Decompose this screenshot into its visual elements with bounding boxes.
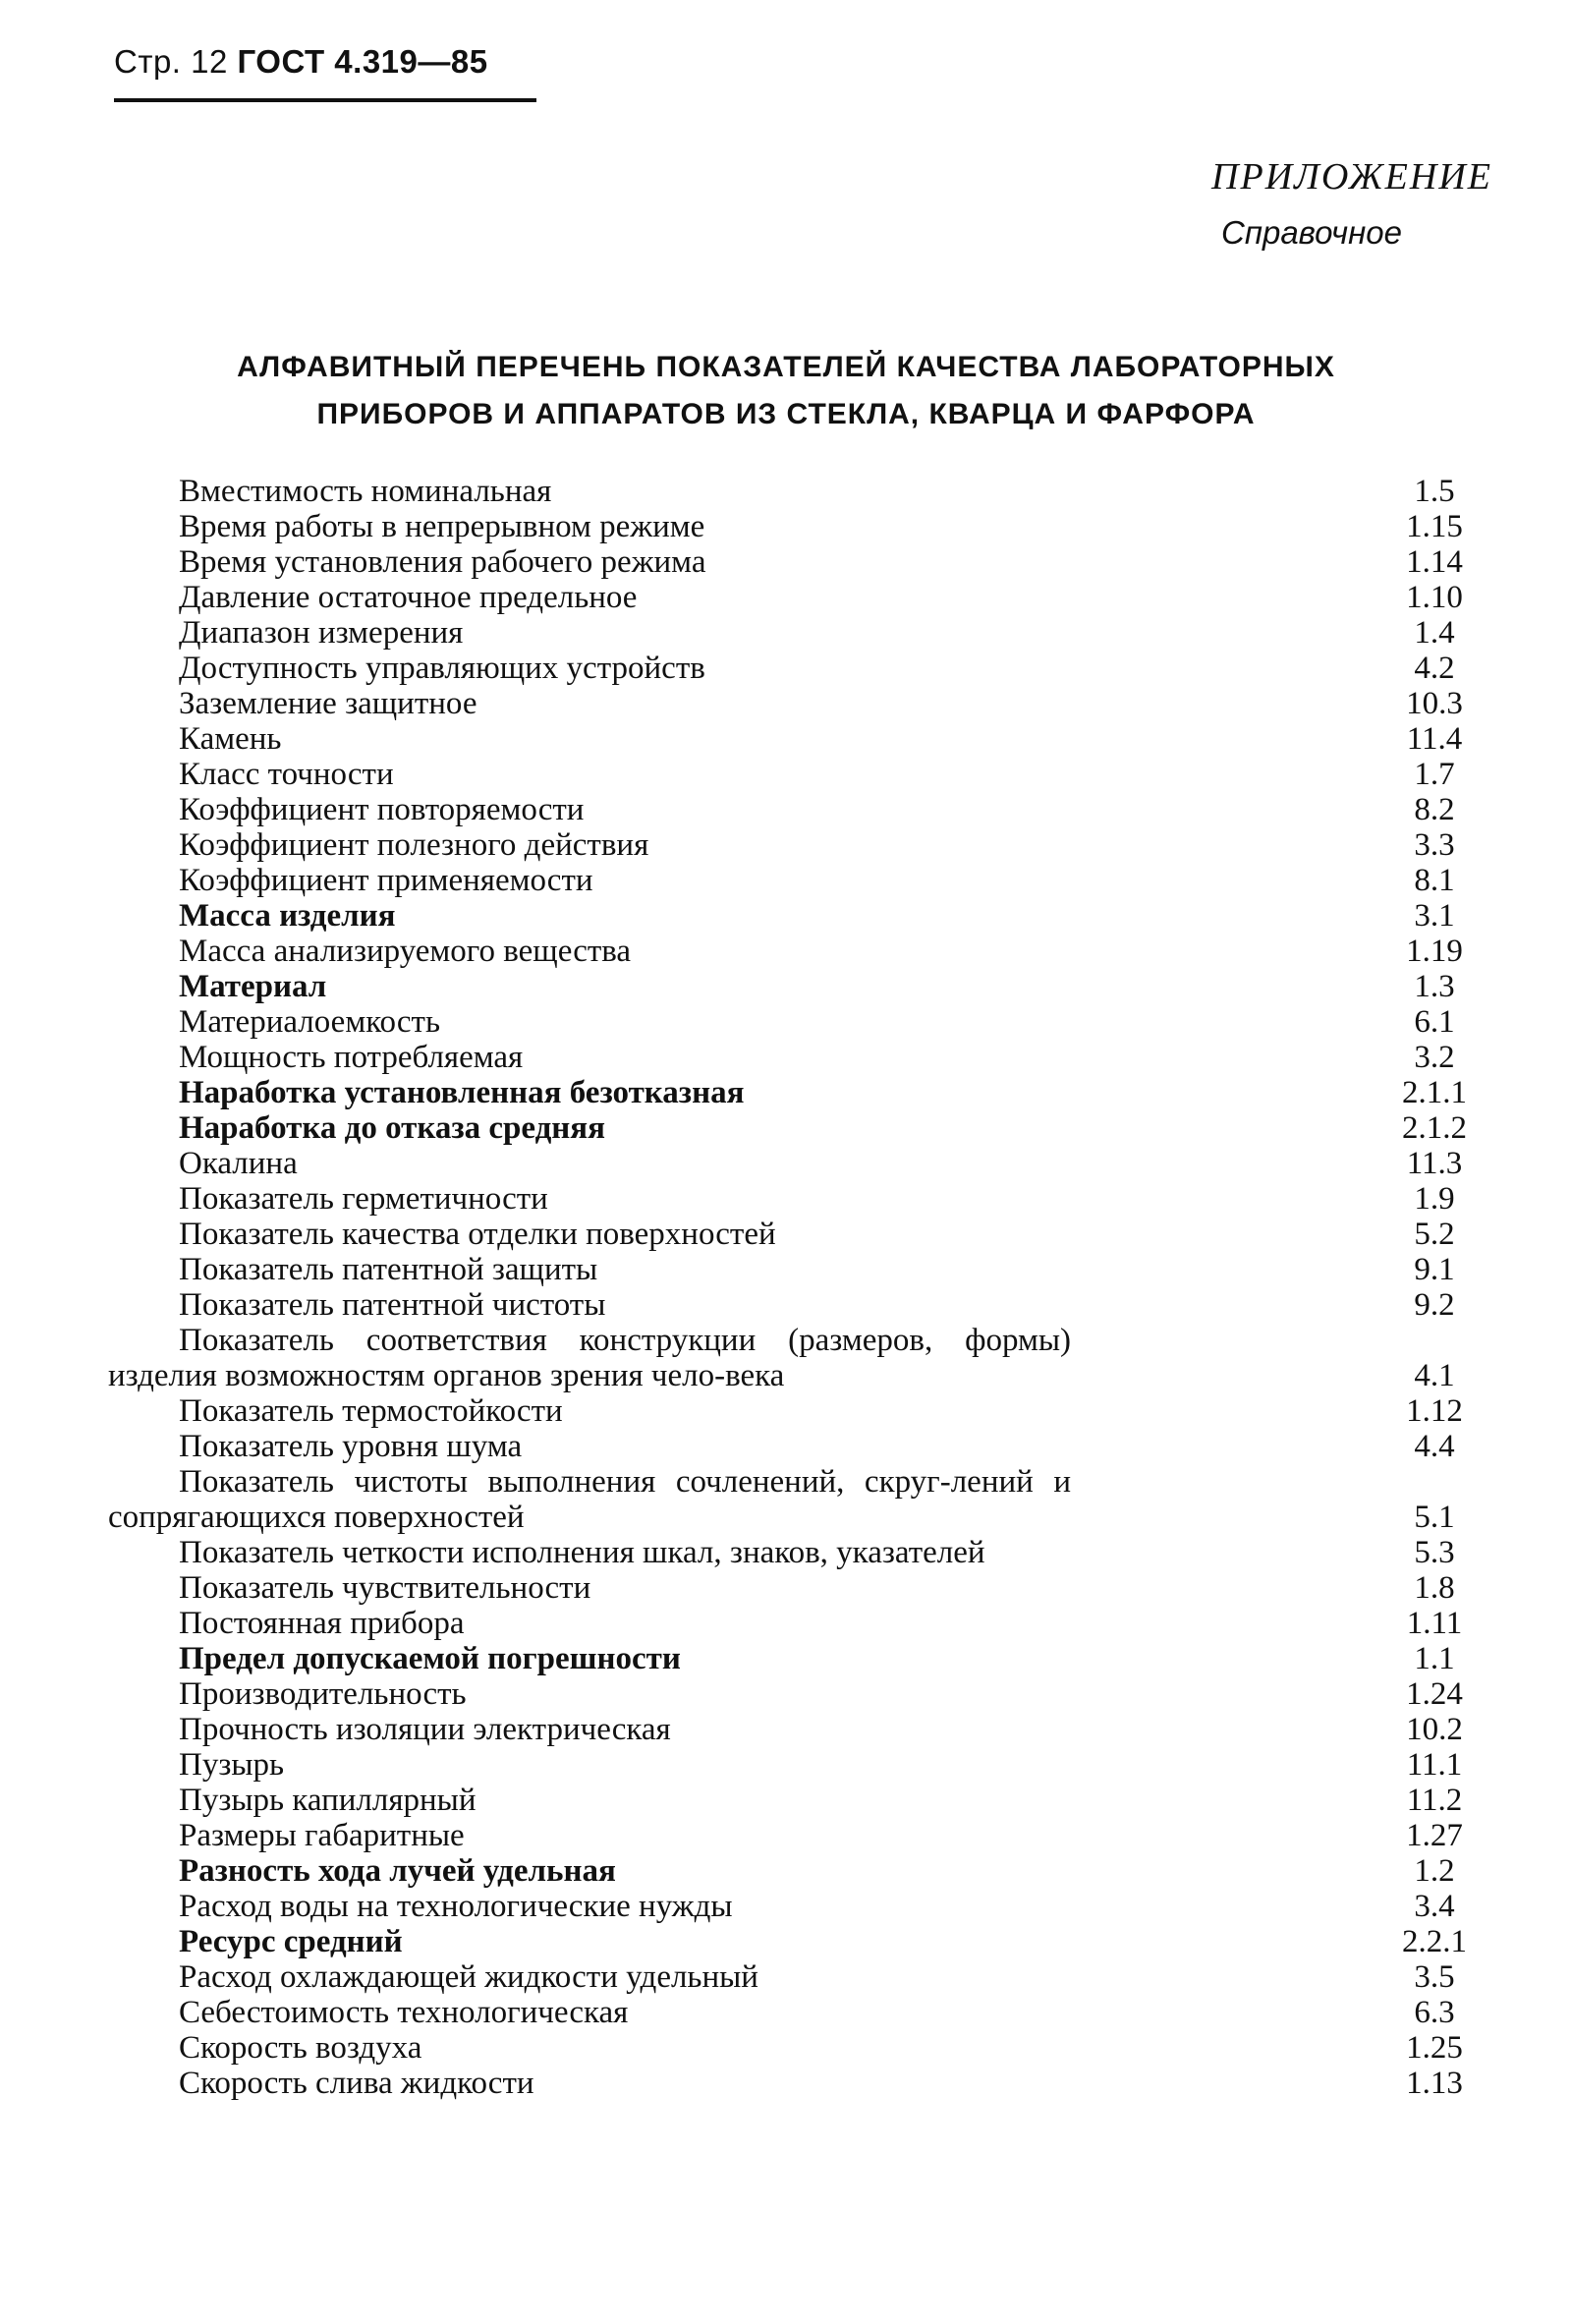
index-term: Прочность изоляции электрическая — [179, 1712, 671, 1747]
index-reference: 9.1 — [1414, 1252, 1455, 1287]
index-reference: 8.2 — [1414, 792, 1455, 827]
index-entry — [108, 580, 1503, 615]
index-term: Вместимость номинальная — [179, 474, 552, 509]
index-term: Показатель патентной защиты — [179, 1252, 598, 1287]
index-reference: 3.1 — [1414, 898, 1455, 934]
index-term: Расход охлаждающей жидкости удельный — [179, 1959, 758, 1995]
index-entry — [108, 1924, 1503, 1959]
index-reference: 11.2 — [1406, 1783, 1463, 1818]
index-reference: 1.27 — [1406, 1818, 1463, 1853]
page-header — [114, 43, 488, 81]
index-entry — [108, 1995, 1503, 2030]
index-term: Время работы в непрерывном режиме — [179, 509, 705, 544]
index-entry — [108, 1606, 1503, 1641]
document-title-line-2: ПРИБОРОВ И АППАРАТОВ ИЗ СТЕКЛА, КВАРЦА И ФАРФОРА — [316, 398, 1256, 430]
index-entry — [108, 1570, 1503, 1606]
index-reference: 1.11 — [1406, 1606, 1463, 1641]
index-entry — [108, 1464, 1503, 1535]
index-list — [108, 474, 1503, 2101]
index-term: Материал — [179, 969, 327, 1004]
index-term: Пузырь — [179, 1747, 285, 1783]
index-entry — [108, 474, 1503, 509]
index-reference: 1.10 — [1406, 580, 1463, 615]
index-term: Показатель качества отделки поверхностей — [179, 1217, 776, 1252]
index-term: Наработка до отказа средняя — [179, 1110, 605, 1146]
index-entry — [108, 1181, 1503, 1217]
index-term: Окалина — [179, 1146, 298, 1181]
index-term: Показатель чувствительности — [179, 1570, 591, 1606]
index-entry — [108, 1110, 1503, 1146]
index-entry — [108, 898, 1503, 934]
index-entry — [108, 1783, 1503, 1818]
index-term: Коэффициент применяемости — [179, 863, 593, 898]
index-term: Показатель герметичности — [179, 1181, 548, 1217]
index-term: Доступность управляющих устройств — [179, 651, 705, 686]
index-entry — [108, 1889, 1503, 1924]
index-term: Диапазон измерения — [179, 615, 464, 651]
index-reference: 1.8 — [1414, 1570, 1455, 1606]
index-term: Масса изделия — [179, 898, 396, 934]
index-reference: 1.9 — [1414, 1181, 1455, 1217]
index-term: Материалоемкость — [179, 1004, 440, 1040]
index-term: Показатель соответствия конструкции (размеров, формы) изделия возможностям органов зрения чело-века — [108, 1323, 1071, 1393]
index-reference: 1.24 — [1406, 1676, 1463, 1712]
index-term: Коэффициент повторяемости — [179, 792, 585, 827]
index-entry — [108, 1818, 1503, 1853]
index-term: Предел допускаемой погрешности — [179, 1641, 681, 1676]
index-entry — [108, 721, 1503, 757]
index-reference: 3.3 — [1414, 827, 1455, 863]
header-rule — [114, 98, 536, 102]
appendix-title: ПРИЛОЖЕНИЕ — [1211, 156, 1492, 198]
index-entry — [108, 1641, 1503, 1676]
index-reference: 3.5 — [1414, 1959, 1455, 1995]
page-number: Стр. 12 — [114, 43, 228, 80]
index-reference: 1.5 — [1414, 474, 1455, 509]
index-entry — [108, 1040, 1503, 1075]
index-term: Показатель чистоты выполнения сочленений, скруг-лений и сопрягающихся поверхностей — [108, 1464, 1071, 1535]
index-term: Масса анализируемого вещества — [179, 934, 632, 969]
index-reference: 9.2 — [1414, 1287, 1455, 1323]
index-entry — [108, 1676, 1503, 1712]
index-entry — [108, 1853, 1503, 1889]
index-term: Разность хода лучей удельная — [179, 1853, 616, 1889]
index-entry — [108, 509, 1503, 544]
index-term: Заземление защитное — [179, 686, 477, 721]
index-term: Показатель термостойкости — [179, 1393, 563, 1429]
index-reference: 11.1 — [1406, 1747, 1463, 1783]
index-term: Скорость слива жидкости — [179, 2066, 534, 2101]
index-reference: 1.13 — [1406, 2066, 1463, 2101]
index-entry — [108, 1959, 1503, 1995]
index-reference: 1.4 — [1414, 615, 1455, 651]
index-reference: 2.1.1 — [1402, 1075, 1467, 1110]
index-entry — [108, 1429, 1503, 1464]
index-entry — [108, 1075, 1503, 1110]
index-term: Давление остаточное предельное — [179, 580, 638, 615]
index-term: Показатель четкости исполнения шкал, знаков, указателей — [179, 1535, 985, 1570]
index-term: Себестоимость технологическая — [179, 1995, 629, 2030]
index-term: Наработка установленная безотказная — [179, 1075, 745, 1110]
index-entry — [108, 934, 1503, 969]
index-entry — [108, 1323, 1503, 1393]
index-term: Постоянная прибора — [179, 1606, 465, 1641]
index-reference: 2.1.2 — [1402, 1110, 1467, 1146]
index-term: Время установления рабочего режима — [179, 544, 706, 580]
index-reference: 11.3 — [1406, 1146, 1463, 1181]
index-reference: 1.25 — [1406, 2030, 1463, 2066]
index-reference: 1.12 — [1406, 1393, 1463, 1429]
index-reference: 1.3 — [1414, 969, 1455, 1004]
index-entry — [108, 1287, 1503, 1323]
index-reference: 2.2.1 — [1402, 1924, 1467, 1959]
index-reference: 5.1 — [1414, 1500, 1455, 1535]
index-entry — [108, 544, 1503, 580]
index-entry — [108, 1393, 1503, 1429]
index-reference: 1.14 — [1406, 544, 1463, 580]
index-reference: 4.2 — [1414, 651, 1455, 686]
index-entry — [108, 1535, 1503, 1570]
index-reference: 5.2 — [1414, 1217, 1455, 1252]
index-entry — [108, 1146, 1503, 1181]
index-term: Класс точности — [179, 757, 394, 792]
index-entry — [108, 686, 1503, 721]
index-term: Ресурс средний — [179, 1924, 403, 1959]
index-entry — [108, 615, 1503, 651]
index-entry — [108, 863, 1503, 898]
index-term: Мощность потребляемая — [179, 1040, 524, 1075]
index-term: Коэффициент полезного действия — [179, 827, 649, 863]
index-reference: 3.4 — [1414, 1889, 1455, 1924]
index-entry — [108, 1004, 1503, 1040]
index-reference: 6.1 — [1414, 1004, 1455, 1040]
index-reference: 10.2 — [1406, 1712, 1463, 1747]
index-reference: 8.1 — [1414, 863, 1455, 898]
index-reference: 1.2 — [1414, 1853, 1455, 1889]
index-entry — [108, 1747, 1503, 1783]
index-entry — [108, 2030, 1503, 2066]
index-entry — [108, 1252, 1503, 1287]
index-reference: 1.19 — [1406, 934, 1463, 969]
appendix-subtitle: Справочное — [1220, 214, 1402, 251]
index-reference: 3.2 — [1414, 1040, 1455, 1075]
index-term: Пузырь капиллярный — [179, 1783, 477, 1818]
standard-designation: ГОСТ 4.319—85 — [237, 43, 488, 80]
index-reference: 5.3 — [1414, 1535, 1455, 1570]
index-term: Производительность — [179, 1676, 467, 1712]
index-entry — [108, 757, 1503, 792]
index-entry — [108, 1217, 1503, 1252]
index-term: Размеры габаритные — [179, 1818, 465, 1853]
index-reference: 6.3 — [1414, 1995, 1455, 2030]
index-entry — [108, 827, 1503, 863]
index-term: Показатель патентной чистоты — [179, 1287, 606, 1323]
index-reference: 10.3 — [1406, 686, 1463, 721]
index-term: Камень — [179, 721, 282, 757]
document-title — [138, 344, 1434, 438]
index-reference: 11.4 — [1406, 721, 1463, 757]
index-entry — [108, 1712, 1503, 1747]
index-entry — [108, 792, 1503, 827]
index-entry — [108, 2066, 1503, 2101]
index-reference: 4.4 — [1414, 1429, 1455, 1464]
index-term: Показатель уровня шума — [179, 1429, 523, 1464]
document-title-line-1: АЛФАВИТНЫЙ ПЕРЕЧЕНЬ ПОКАЗАТЕЛЕЙ КАЧЕСТВА ЛАБОРАТОРНЫХ — [237, 351, 1335, 383]
index-term: Скорость воздуха — [179, 2030, 422, 2066]
index-term: Расход воды на технологические нужды — [179, 1889, 733, 1924]
index-entry — [108, 651, 1503, 686]
index-reference: 1.15 — [1406, 509, 1463, 544]
index-reference: 4.1 — [1414, 1358, 1455, 1393]
index-entry — [108, 969, 1503, 1004]
index-reference: 1.7 — [1414, 757, 1455, 792]
index-reference: 1.1 — [1414, 1641, 1455, 1676]
